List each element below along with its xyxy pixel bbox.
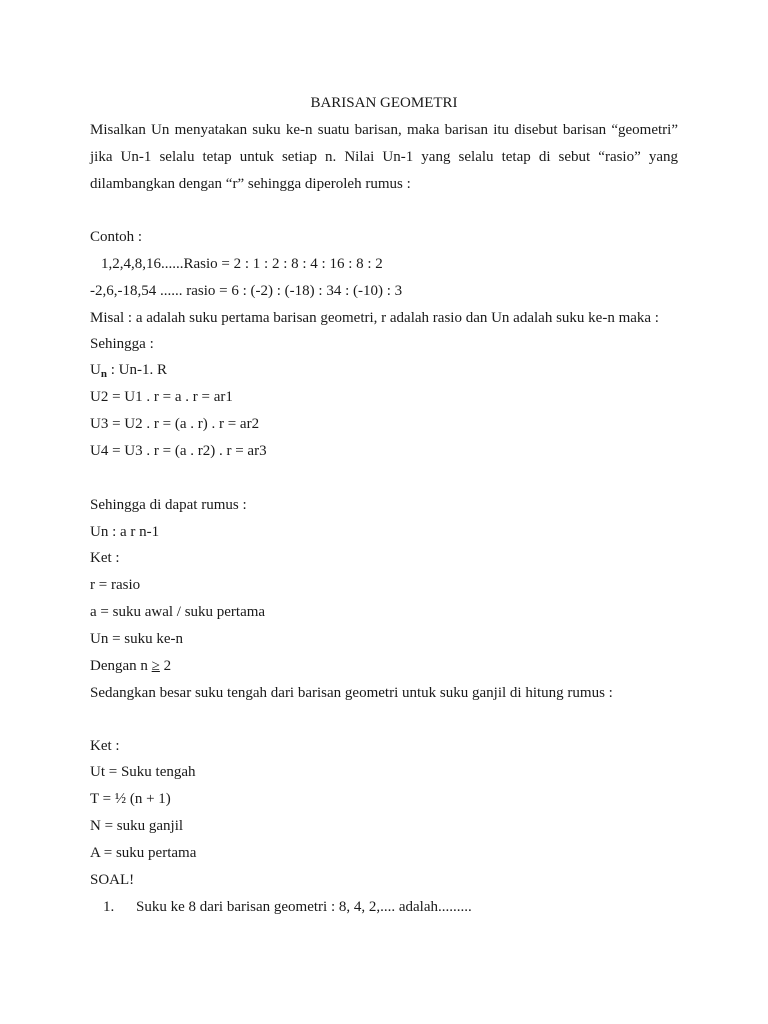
- dengan-line: [90, 656, 171, 676]
- dengan-ge-symbol: ≥: [151, 658, 160, 674]
- u4-line: U4 = U3 . r = (a . r2) . r = ar3: [90, 443, 267, 459]
- soal-item-number: 1.: [103, 899, 115, 915]
- rumus-heading: Sehingga di dapat rumus :: [90, 497, 247, 513]
- soal-heading: SOAL!: [90, 872, 135, 888]
- document-title: BARISAN GEOMETRI: [310, 95, 458, 111]
- rumus-ket-heading: Ket :: [90, 550, 120, 566]
- soal-item-text: Suku ke 8 dari barisan geometri : 8, 4, 2,.... adalah.........: [136, 899, 472, 915]
- dengan-suffix: 2: [159, 658, 172, 674]
- ket2-heading: Ket :: [90, 738, 120, 754]
- contoh-example-1: 1,2,4,8,16......Rasio = 2 : 1 : 2 : 8 : 4 : 16 : 8 : 2: [101, 256, 383, 272]
- intro-line-3: dilambangkan dengan “r” sehingga diperoleh rumus :: [90, 176, 411, 192]
- un-subscript: n: [100, 368, 107, 380]
- un-rest: : Un-1. R: [106, 362, 167, 378]
- ket-un: Un = suku ke-n: [90, 631, 184, 647]
- contoh-heading: Contoh :: [90, 229, 143, 245]
- un-base: U: [90, 362, 101, 378]
- ket2-a: A = suku pertama: [90, 845, 197, 861]
- contoh-example-2: -2,6,-18,54 ...... rasio = 6 : (-2) : (-18) : 34 : (-10) : 3: [90, 283, 403, 299]
- intro-line-1: Misalkan Un menyatakan suku ke-n suatu barisan, maka barisan itu disebut barisan “geometri”: [90, 122, 678, 138]
- sehingga-line: Sehingga :: [90, 336, 154, 352]
- ket-r: r = rasio: [90, 577, 141, 593]
- soal-item: [103, 897, 472, 917]
- suku-tengah-line: Sedangkan besar suku tengah dari barisan geometri untuk suku ganjil di hitung rumus :: [90, 685, 613, 701]
- u3-line: U3 = U2 . r = (a . r) . r = ar2: [90, 416, 260, 432]
- u2-line: U2 = U1 . r = a . r = ar1: [90, 389, 233, 405]
- rumus-formula: Un : a r n-1: [90, 524, 160, 540]
- ket2-ut: Ut = Suku tengah: [90, 764, 196, 780]
- un-recursive-formula: [90, 360, 167, 380]
- ket2-n: N = suku ganjil: [90, 818, 184, 834]
- intro-line-2: jika Un-1 selalu tetap untuk setiap n. Nilai Un-1 yang selalu tetap di sebut “rasio” yang: [90, 149, 678, 165]
- misal-line: Misal : a adalah suku pertama barisan geometri, r adalah rasio dan Un adalah suku ke-n maka :: [90, 310, 659, 326]
- ket2-t: T = ½ (n + 1): [90, 791, 171, 807]
- dengan-prefix: Dengan n: [90, 658, 152, 674]
- ket-a: a = suku awal / suku pertama: [90, 604, 266, 620]
